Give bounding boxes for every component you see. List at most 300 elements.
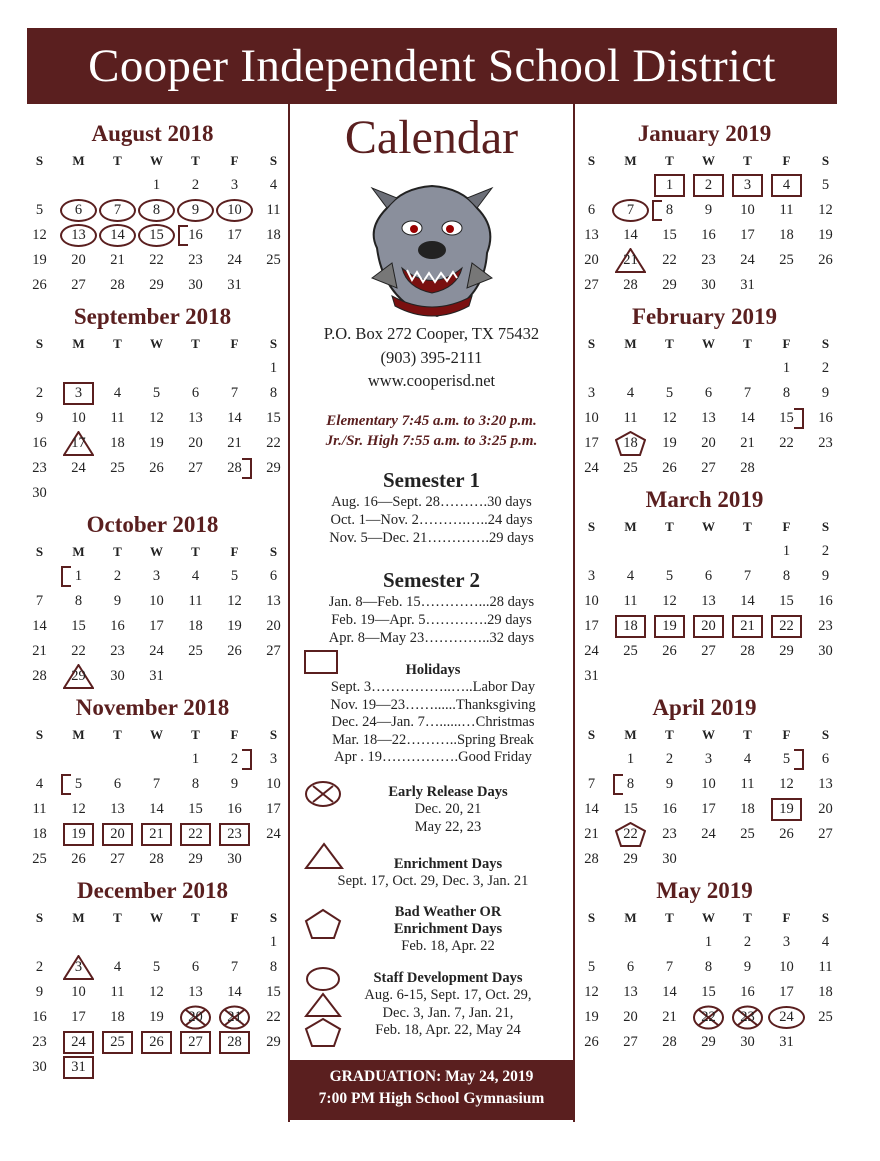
day-number: 4 <box>782 177 791 193</box>
day-number: 9 <box>704 202 713 218</box>
day-number: 11 <box>32 801 47 817</box>
day-number: 2 <box>35 385 44 401</box>
graduation-location: 7:00 PM High School Gymnasium <box>318 1090 545 1107</box>
day-number: 15 <box>71 618 86 634</box>
day-number: 22 <box>188 826 203 842</box>
day-number: 14 <box>662 984 677 1000</box>
day-number: 25 <box>32 851 47 867</box>
day-cell <box>650 747 689 772</box>
early-release-title: Early Release Days <box>388 784 508 800</box>
weekday-header: S <box>269 910 278 925</box>
day-number: 15 <box>779 593 794 609</box>
day-number: 24 <box>740 252 755 268</box>
day-cell <box>215 980 254 1005</box>
day-number: 28 <box>227 1034 242 1050</box>
day-number: 6 <box>191 385 200 401</box>
day-number: 3 <box>152 568 161 584</box>
day-cell <box>572 273 611 298</box>
day-cell <box>689 747 728 772</box>
day-cell <box>650 223 689 248</box>
day-cell <box>98 772 137 797</box>
day-number: 7 <box>230 385 239 401</box>
day-number: 15 <box>779 410 794 426</box>
semester-1-line: Nov. 5—Dec. 21………….29 days <box>329 529 534 546</box>
day-number: 19 <box>779 801 794 817</box>
day-number: 6 <box>74 202 83 218</box>
day-cell <box>650 198 689 223</box>
day-number: 20 <box>701 618 716 634</box>
empty-cell <box>20 930 59 955</box>
staff-development-title: Staff Development Days <box>373 970 523 986</box>
empty-cell <box>650 356 689 381</box>
day-number: 3 <box>587 568 596 584</box>
day-cell <box>176 198 215 223</box>
day-number: 16 <box>701 227 716 243</box>
day-number: 10 <box>149 593 164 609</box>
weekday-header: W <box>150 910 163 925</box>
day-cell <box>806 539 845 564</box>
day-cell <box>728 273 767 298</box>
day-number: 29 <box>149 277 164 293</box>
day-cell <box>728 797 767 822</box>
day-cell <box>59 1030 98 1055</box>
day-cell <box>689 980 728 1005</box>
day-cell <box>806 564 845 589</box>
day-number: 31 <box>227 277 242 293</box>
day-number: 7 <box>665 959 674 975</box>
day-number: 11 <box>110 984 125 1000</box>
day-number: 13 <box>701 410 716 426</box>
day-cell <box>728 173 767 198</box>
day-number: 18 <box>266 227 281 243</box>
empty-cell <box>20 356 59 381</box>
day-cell <box>728 456 767 481</box>
empty-cell <box>137 747 176 772</box>
holiday-line: Mar. 18—22………..Spring Break <box>332 731 534 748</box>
elementary-hours: Elementary 7:45 a.m. to 3:20 p.m. <box>326 412 537 429</box>
day-number: 16 <box>818 593 833 609</box>
day-number: 7 <box>113 202 122 218</box>
day-cell <box>59 431 98 456</box>
day-number: 29 <box>662 277 677 293</box>
day-number: 5 <box>587 959 596 975</box>
empty-cell <box>98 173 137 198</box>
day-cell <box>728 223 767 248</box>
day-number: 20 <box>266 618 281 634</box>
day-cell <box>215 223 254 248</box>
empty-cell <box>611 356 650 381</box>
day-cell <box>689 173 728 198</box>
weekday-header: S <box>821 910 830 925</box>
day-number: 1 <box>782 543 791 559</box>
day-number: 25 <box>266 252 281 268</box>
day-cell <box>728 639 767 664</box>
day-number: 2 <box>743 934 752 950</box>
graduation-date: GRADUATION: May 24, 2019 <box>329 1068 534 1085</box>
empty-cell <box>98 930 137 955</box>
empty-cell <box>611 173 650 198</box>
day-cell <box>806 822 845 847</box>
weekday-header: T <box>743 910 752 925</box>
day-cell <box>728 614 767 639</box>
day-cell <box>215 614 254 639</box>
month-nov-2018 <box>20 694 285 872</box>
weekday-header: T <box>743 153 752 168</box>
day-cell <box>572 223 611 248</box>
day-cell <box>650 1030 689 1055</box>
month-dec-2018 <box>20 877 285 1080</box>
day-cell <box>806 223 845 248</box>
day-cell <box>20 639 59 664</box>
day-number: 21 <box>227 435 242 451</box>
day-cell <box>572 406 611 431</box>
day-cell <box>59 614 98 639</box>
day-cell <box>611 980 650 1005</box>
day-cell <box>650 406 689 431</box>
open-right-marker <box>794 408 804 429</box>
day-cell <box>611 614 650 639</box>
day-cell <box>767 1030 806 1055</box>
day-cell <box>176 1005 215 1030</box>
empty-cell <box>215 930 254 955</box>
day-cell <box>98 614 137 639</box>
day-number: 19 <box>149 435 164 451</box>
day-number: 6 <box>191 959 200 975</box>
day-cell <box>806 639 845 664</box>
day-cell <box>611 822 650 847</box>
day-number: 30 <box>32 485 47 501</box>
day-cell <box>611 406 650 431</box>
day-cell <box>806 980 845 1005</box>
pentagon-icon <box>304 908 342 940</box>
open-left-marker <box>61 566 71 587</box>
legend-holidays <box>302 650 564 767</box>
day-number: 18 <box>188 618 203 634</box>
month-title: January 2019 <box>637 121 772 146</box>
day-number: 26 <box>149 1034 164 1050</box>
day-number: 12 <box>227 593 242 609</box>
weekday-header: F <box>782 153 791 168</box>
semester-2-line: Feb. 19—Apr. 5………….29 days <box>331 611 532 628</box>
day-number: 8 <box>782 385 791 401</box>
day-cell <box>728 1030 767 1055</box>
month-grid <box>572 905 837 1055</box>
day-cell <box>572 980 611 1005</box>
day-number: 11 <box>266 202 281 218</box>
day-cell <box>20 223 59 248</box>
empty-cell <box>572 173 611 198</box>
day-cell <box>20 481 59 506</box>
day-number: 22 <box>779 618 794 634</box>
day-cell <box>176 847 215 872</box>
empty-cell <box>59 173 98 198</box>
day-cell <box>572 381 611 406</box>
day-number: 22 <box>266 435 281 451</box>
website-link[interactable]: www.cooperisd.net <box>367 371 496 390</box>
day-number: 28 <box>584 851 599 867</box>
day-cell <box>689 198 728 223</box>
day-cell <box>611 198 650 223</box>
day-cell <box>98 847 137 872</box>
day-cell <box>137 1005 176 1030</box>
day-number: 5 <box>74 776 83 792</box>
day-number: 5 <box>35 202 44 218</box>
day-cell <box>767 797 806 822</box>
day-number: 10 <box>266 776 281 792</box>
day-cell <box>59 564 98 589</box>
day-number: 9 <box>821 568 830 584</box>
day-number: 16 <box>32 435 47 451</box>
day-cell <box>137 273 176 298</box>
month-title: September 2018 <box>73 304 232 329</box>
bad-weather-title: Bad Weather OR <box>394 904 502 920</box>
day-number: 13 <box>701 593 716 609</box>
day-number: 9 <box>113 593 122 609</box>
day-cell <box>767 173 806 198</box>
weekday-header: F <box>230 727 239 742</box>
day-cell <box>728 431 767 456</box>
day-number: 29 <box>188 851 203 867</box>
legend-enrichment <box>302 842 564 891</box>
day-cell <box>98 955 137 980</box>
day-number: 28 <box>227 460 242 476</box>
day-number: 26 <box>662 643 677 659</box>
day-number: 8 <box>782 568 791 584</box>
semester-2-title: Semester 2 <box>383 567 480 592</box>
day-number: 18 <box>32 826 47 842</box>
day-number: 13 <box>188 410 203 426</box>
day-number: 17 <box>584 435 599 451</box>
district-title: Cooper Independent School District <box>88 40 776 92</box>
day-cell <box>572 797 611 822</box>
weekday-header: T <box>113 544 122 559</box>
day-cell <box>728 1005 767 1030</box>
day-cell <box>215 1030 254 1055</box>
day-number: 23 <box>818 618 833 634</box>
day-number: 2 <box>821 543 830 559</box>
weekday-header: S <box>269 727 278 742</box>
day-cell <box>806 747 845 772</box>
day-number: 26 <box>584 1034 599 1050</box>
day-cell <box>611 223 650 248</box>
day-number: 27 <box>110 851 125 867</box>
day-number: 23 <box>227 826 242 842</box>
day-cell <box>20 955 59 980</box>
day-cell <box>20 198 59 223</box>
legend-staff-development <box>302 966 564 1040</box>
day-number: 30 <box>227 851 242 867</box>
day-number: 21 <box>740 618 755 634</box>
weekday-header: T <box>191 727 200 742</box>
day-cell <box>806 248 845 273</box>
day-number: 15 <box>266 410 281 426</box>
weekday-header: F <box>782 519 791 534</box>
day-cell <box>689 772 728 797</box>
day-number: 29 <box>779 643 794 659</box>
day-number: 30 <box>818 643 833 659</box>
day-number: 3 <box>269 751 278 767</box>
day-cell <box>98 381 137 406</box>
day-cell <box>215 747 254 772</box>
day-cell <box>689 955 728 980</box>
day-cell <box>767 381 806 406</box>
day-cell <box>137 980 176 1005</box>
day-number: 7 <box>35 593 44 609</box>
weekday-header: T <box>113 336 122 351</box>
day-number: 27 <box>188 1034 203 1050</box>
day-number: 30 <box>701 277 716 293</box>
day-number: 12 <box>149 984 164 1000</box>
weekday-header: S <box>587 519 596 534</box>
day-number: 22 <box>779 435 794 451</box>
weekday-header: S <box>35 153 44 168</box>
holiday-line: Apr . 19…………….Good Friday <box>334 749 532 765</box>
day-number: 7 <box>626 202 635 218</box>
legend-bad-weather <box>302 904 564 956</box>
day-cell <box>59 1005 98 1030</box>
day-number: 3 <box>587 385 596 401</box>
day-number: 24 <box>779 1009 794 1025</box>
day-number: 16 <box>662 801 677 817</box>
center-panel <box>288 104 575 1122</box>
day-cell <box>611 747 650 772</box>
day-cell <box>572 431 611 456</box>
weekday-header: T <box>113 727 122 742</box>
day-cell <box>176 456 215 481</box>
day-cell <box>689 406 728 431</box>
day-cell <box>176 589 215 614</box>
day-cell <box>650 431 689 456</box>
day-cell <box>572 847 611 872</box>
day-cell <box>176 564 215 589</box>
open-left-marker <box>652 200 662 221</box>
day-number: 27 <box>818 826 833 842</box>
enrichment-title: Enrichment Days <box>393 856 503 872</box>
day-number: 19 <box>818 227 833 243</box>
day-cell <box>572 564 611 589</box>
day-cell <box>20 248 59 273</box>
day-cell <box>20 273 59 298</box>
day-number: 19 <box>662 435 677 451</box>
semester-1-line: Aug. 16—Sept. 28……….30 days <box>331 493 532 510</box>
day-cell <box>59 1055 98 1080</box>
day-number: 1 <box>269 360 278 376</box>
day-number: 10 <box>584 410 599 426</box>
day-cell <box>98 1005 137 1030</box>
day-number: 4 <box>113 959 122 975</box>
weekday-header: S <box>269 336 278 351</box>
day-number: 17 <box>266 801 281 817</box>
day-number: 2 <box>191 177 200 193</box>
day-number: 4 <box>191 568 200 584</box>
day-number: 20 <box>701 435 716 451</box>
day-cell <box>767 431 806 456</box>
day-number: 17 <box>584 618 599 634</box>
empty-cell <box>611 539 650 564</box>
month-jan-2019 <box>572 120 837 298</box>
empty-cell <box>572 930 611 955</box>
day-cell <box>728 980 767 1005</box>
day-number: 17 <box>71 1009 86 1025</box>
day-number: 20 <box>584 252 599 268</box>
day-number: 15 <box>662 227 677 243</box>
day-cell <box>767 539 806 564</box>
day-number: 16 <box>227 801 242 817</box>
empty-cell <box>650 539 689 564</box>
day-number: 29 <box>266 460 281 476</box>
open-left-marker <box>61 774 71 795</box>
day-cell <box>176 173 215 198</box>
day-number: 4 <box>626 568 635 584</box>
day-number: 11 <box>740 776 755 792</box>
day-number: 26 <box>818 252 833 268</box>
day-cell <box>137 173 176 198</box>
day-cell <box>689 797 728 822</box>
calendar-title: Calendar <box>344 111 519 164</box>
weekday-header: T <box>191 910 200 925</box>
weekday-header: W <box>702 910 715 925</box>
day-cell <box>728 248 767 273</box>
month-grid <box>20 539 285 689</box>
day-number: 17 <box>149 618 164 634</box>
staff-development-line: Dec. 3, Jan. 7, Jan. 21, <box>382 1004 514 1021</box>
day-number: 12 <box>149 410 164 426</box>
day-cell <box>572 1005 611 1030</box>
day-cell <box>215 772 254 797</box>
day-number: 9 <box>230 776 239 792</box>
day-cell <box>806 589 845 614</box>
day-number: 20 <box>110 826 125 842</box>
day-number: 23 <box>818 435 833 451</box>
day-cell <box>59 955 98 980</box>
month-title: May 2019 <box>656 878 753 903</box>
day-number: 17 <box>227 227 242 243</box>
day-cell <box>611 589 650 614</box>
weekday-header: T <box>113 153 122 168</box>
early-release-line: Dec. 20, 21 <box>414 801 482 817</box>
day-cell <box>611 248 650 273</box>
day-number: 17 <box>740 227 755 243</box>
day-number: 26 <box>32 277 47 293</box>
day-number: 2 <box>113 568 122 584</box>
day-cell <box>137 822 176 847</box>
day-cell <box>59 797 98 822</box>
day-cell <box>650 456 689 481</box>
day-cell <box>98 198 137 223</box>
day-cell <box>215 456 254 481</box>
day-number: 3 <box>782 934 791 950</box>
day-cell <box>20 406 59 431</box>
bad-weather-title: Enrichment Days <box>393 921 503 937</box>
day-cell <box>689 431 728 456</box>
bulldog-mascot <box>357 168 507 318</box>
weekday-header: T <box>665 727 674 742</box>
day-number: 5 <box>665 385 674 401</box>
day-cell <box>176 406 215 431</box>
weekday-header: M <box>624 519 637 534</box>
day-cell <box>689 822 728 847</box>
day-number: 13 <box>188 984 203 1000</box>
empty-cell <box>572 356 611 381</box>
day-cell <box>176 797 215 822</box>
empty-cell <box>59 356 98 381</box>
day-number: 11 <box>623 593 638 609</box>
day-cell <box>728 772 767 797</box>
day-cell <box>572 589 611 614</box>
day-number: 25 <box>110 460 125 476</box>
district-banner <box>27 28 837 104</box>
day-cell <box>20 847 59 872</box>
